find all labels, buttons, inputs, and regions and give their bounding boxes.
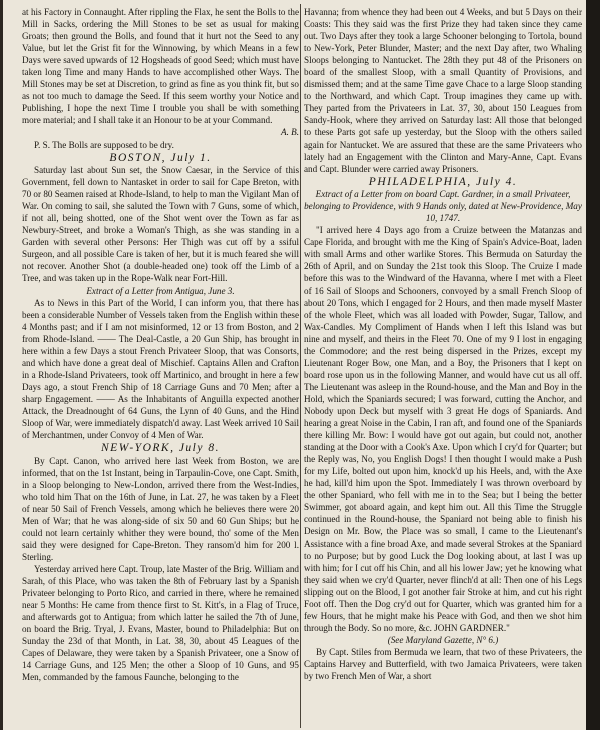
page-left-edge xyxy=(0,0,3,730)
boston-article: Saturday last about Sun set, the Snow Caesar, in the Service of this Government, fell down to Nantasket in order to sail for Cape Breton, with 70 or 80 Seamen raised at Rhode-Island, to help to man the Vigilant Man of War. On coming to sail, she saluted the Town with 7 Guns, some of which, if not all, being shotted, one of the Shot went over the Town as far as Newbury-Street, and broke a Woman's Thigh, as she was standing in a Garden with several other Persons: Her Thigh was cut off by a ssiful Surgeon, and all possible Care is taken of her, but it is much feared she will not recover. Another Shot (a double-headed one) took off the Limb of a Tree, and was taken up in the Rope-Walk near Fort-Hill. xyxy=(22,165,299,284)
opening-paragraph: at his Factory in Connaught. After rippling the Flax, he sent the Bolls to the Mill in Sacks, ordering the Mill Stones to be set as usual for making Groats; then ground the Bolls, and found that it hurt not the Seed to any Value, but let the Grist fit for the Winnowing, by which Means in a few Days were saved upwards of 12 Hogsheads of good Seed; which must have taken long Time and many Hands to have accomplished other Ways. The Mill Stones may be set at Discretion, to grind as fine as you think fit, but so as not too much to damage the Seed. If this seem worthy your Notice and Publishing, I hope the next Time I trouble you shall be with something more material; and I shall take it an Honour to be at your Command. xyxy=(22,7,299,126)
continuation-paragraph: Havanna; from whence they had been out 4 Weeks, and but 5 Days on their Coasts: This they said was the first Prize they had taken since they came out. Two Days after they took a large Schooner belonging to Tortola, bound to New-York, Peter Blunder, Master; and the next Day after, two Whaling Sloops belonging to Nantucket. The 28th they put 48 of the Prisoners on board of the smallest Sloop, with a small Quantity of Provisions, and dismissed them; and at the same Time gave Chace to a large Sloop standing to the Northward, and which Capt. Troup imagines they came up with. They parted from the Privateers in Lat. 37, 30, about 150 Leagues from Sandy-Hook, where they arrived on Saturday last: All those that belonged to these Parts got safe up yesterday, but the Sloop with the others sailed again for Nantucket. We are assured that these are the same Privateers who lately had an Engagement with the Clinton and Mary-Anne, Capt. Evans and Capt. Blunder were carried away Prisoners. xyxy=(304,7,582,174)
newyork-heading: NEW-YORK, July 8. xyxy=(101,442,220,455)
right-column xyxy=(304,6,582,682)
boston-heading: BOSTON, July 1. xyxy=(109,151,212,164)
left-column xyxy=(22,6,299,684)
philadelphia-subhead: Extract of a Letter from on board Capt. Gardner, in a small Privateer, belonging to Providence, with 9 Hands only, dated at New-Providence, May 10, 1747. xyxy=(304,189,582,224)
column-rule xyxy=(300,4,301,728)
source-note: (See Maryland Gazette, N° 6.) xyxy=(387,634,499,645)
page-right-edge xyxy=(586,0,600,730)
philadelphia-heading: PHILADELPHIA, July 4. xyxy=(368,175,518,188)
closing-paragraph: By Capt. Stiles from Bermuda we learn, that two of these Privateers, the Captains Harvey and Butterfield, with two Jamaica Privateers, were taken by two French Men of War, a short xyxy=(304,646,582,682)
signature: A. B. xyxy=(281,127,299,138)
philadelphia-letter: "I arrived here 4 Days ago from a Cruize between the Matanzas and Cape Florida, and brought with me the King of Spain's Advice-Boat, laden with small Arms and other warlike Stores. This Bermuda on Saturday the 26th of April, and on Sunday the 21st took this Sloop. The Cruize I made before this was to the Windward of the Havanna, where I met with a Fleet of 16 Sail of Sloops and Schooners, convoyed by a small French Sloop of about 20 Tons, which I engaged for 2 Hours, and then made myself Master of the whole Fleet, which was all loaded with Powder, Sugar, Tallow, and Wax-Candles. My Compliment of Hands when I left this Island was but nine and myself, and theirs in the Fleet 70. One of my 9 I lost in engaging the Commodore; and the rest being dispersed in the Prizes, except my Lieutenant Roger Bow, one Man, and a Boy, the Prisoners that I kept on board rose upon us in the following Manner, and would have cut us all off. The Lieutenant was asleep in the Round-house, and the Man and Boy in the Hold, which the Spaniards secured; I was forward, cutting the Anchor, and Nobody upon Deck but myself with 3 great He dogs of Spaniards. And hearing a great Noise in the Cabin, I ran aft, and found one of the Spaniards there killing Mr. Bow: I would have got out again, but could not, another standing at the Door with a Cook's Axe. Upon which I cry'd for Quarter; but the Reply was, No, you English Dogs! I then thought I would make a Push for my Life, bolted out upon him, knock'd up his Heels, and, with the Axe he had, kill'd him upon the Spot. Immediately I was thrown overboard by the other Spaniard, who fell with me in to the Sea; but I being the better Swimmer, got aboard again, and kept him out. All this Time the Struggle continued in the Round-house, the Spaniard not being able to finish his Design on Mr. Bow, the Place was so small, I came to the Lieutenant's Assistance with a fine broad Axe, and made several Strokes at the Spaniard to no Purpose; but by good Luck the Dog looking about, at last I was up with him; for I cut off his Chin, and all his lower Jaw; yet he knowing what they said when we cry'd Quarter, never flinch'd at all: Then one of his Legs slipping out on the Blood, I got another fair Stroke at him, and cut his right Foot off. Then the Dog cry'd out for Quarter, which was granted him for a few Hours, that he might make his Peace with God, and then we shot him through the Body. So no more, &c. JOHN GARDNER." xyxy=(304,225,582,633)
postscript: P. S. The Bolls are supposed to be dry. xyxy=(34,139,174,150)
newyork-article: By Capt. Canon, who arrived here last Week from Boston, we are informed, that on the 1st Instant, being in Tarpaulin-Cove, one Capt. Smith, in a Sloop belonging to New-London, arrived there from the West-Indies, who told him That on the 16th of June, in Lat. 27, he was taken by a Fleet of near 50 Sail of French Vessels, among which he believes there were 20 Men of War; that he was along-side of six 50 and 60 Gun Ships; but he could not learn certainly whither they were bound, tho' some of the Men said they were designed for Cape-Breton. They ransom'd him for 200 l. Sterling. xyxy=(22,455,299,563)
newyork-article-2: Yesterday arrived here Capt. Troup, late Master of the Brig. William and Sarah, of this Place, who was taken the 8th of February last by a Spanish Privateer belonging to Porto Rico, and carried in there, where he remained near 5 Months: He came from thence first to St. Kitt's, in a Flag of Truce, and afterwards got to Antigua; from which latter he sailed the 7th of June, on board the Brig. Tryal, J. Evans, Master, bound to Philadelphia: But on Sunday the 23d of that Month, in Lat. 38, 30, about 45 Leagues of the Capes of Delaware, they were taken by a Spanish Privateer, one a Snow of 14 Carriage Guns, and 125 Men; the other a Sloop of 10 Guns, and 95 Men, commanded by the famous Faunche, belonging to the xyxy=(22,564,299,683)
antigua-article: As to News in this Part of the World, I can inform you, that there has been a considerable Number of Vessels taken from the English within these 4 Months past; and if I am not misinformed, 12 or 13 from Boston, and 2 from Rhode-Island. —— The Deal-Castle, a 20 Gun Ship, has brought in here within a few Days a stout French Privateer Sloop, that was Consorts, and which have done a great deal of Mischief. Captains Allen and Crafton in a Rhode-Island Privateers, took off Martinico, and brought in here a few Days ago, a stout French Ship of 18 Carriage Guns and 70 Men; after a sharp Engagement. —— As the Inhabitants of Anguilla expected another Attack, the Dreadnought of 64 Guns, the Lynn of 40 Guns, and the Hind Sloop of War, were immediately dispatch'd away. Last Week arrived 10 Sail of Merchantmen, under Convoy of 4 Men of War. xyxy=(22,297,299,441)
antigua-heading: Extract of a Letter from Antigua, June 3. xyxy=(86,285,235,296)
